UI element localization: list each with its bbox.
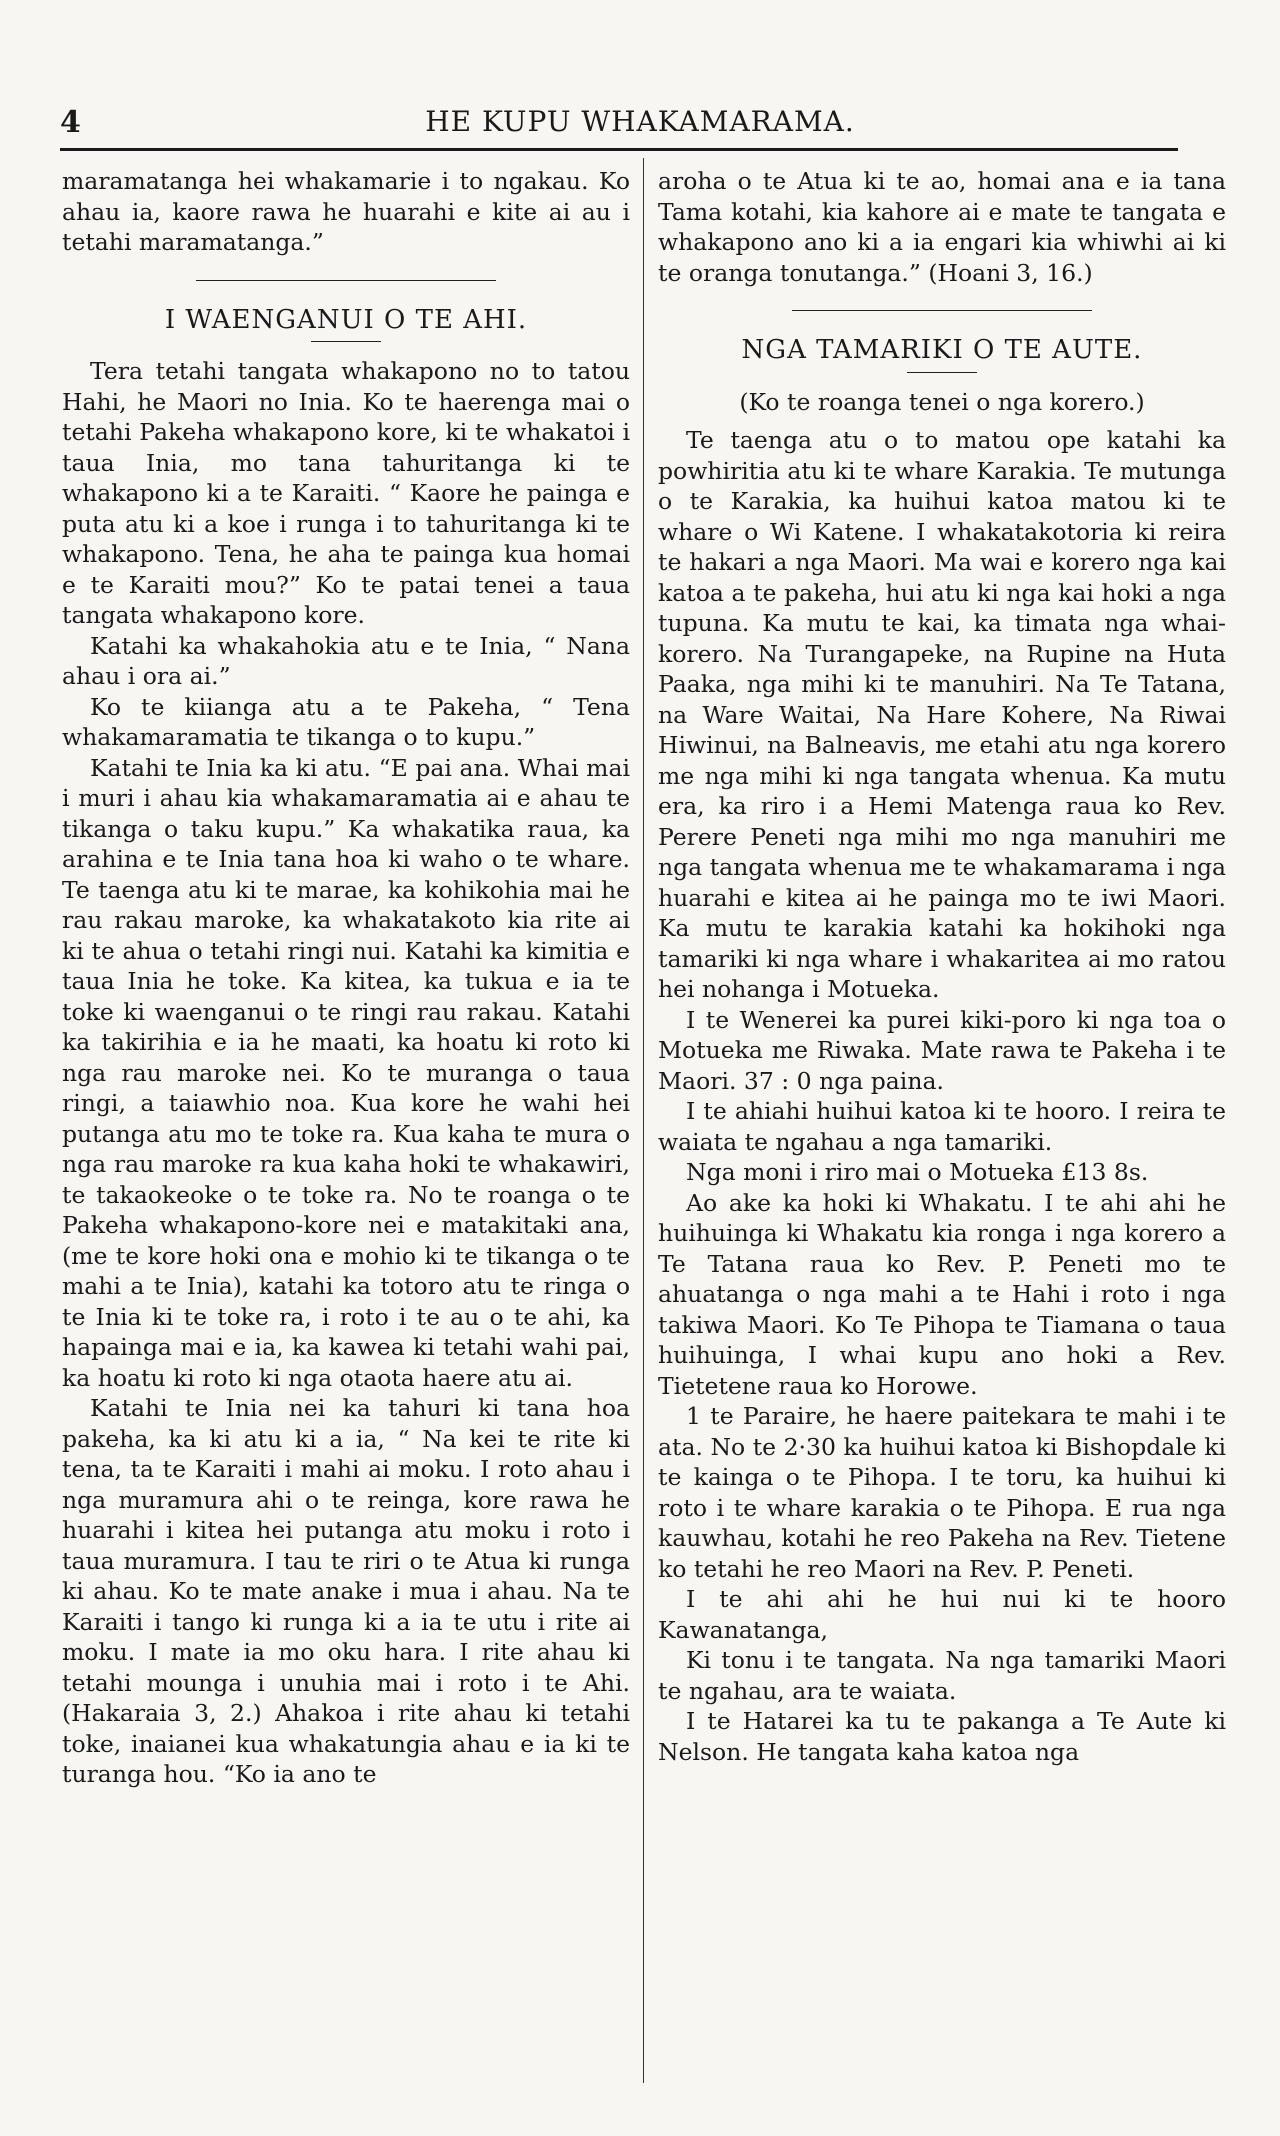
article-paragraph: Te taenga atu o to matou ope katahi ka powhiritia atu ki te whare Karakia. Te mutunga o te Karakia, ka huihui katoa matou ki te whare o Wi Katene. I whakatakotoria ki reira te hakari a nga Maori. Ma wai e korero nga kai katoa a te pakeha, hui atu ki nga kai hoki a nga tupuna. Ka mutu te kai, ka timata nga whai-korero. Na Turangapeke, na Rupine na Huta Paaka, nga mihi ki te manuhiri. Na Te Tatana, na Ware Waitai, Na Hare Kohere, Na Riwai Hiwinui, na Balneavis, me etahi atu nga korero me nga mihi ki nga tangata whenua. Ka mutu era, ka riro i a Hemi Matenga raua ko Rev. Perere Peneti nga mihi mo nga manuhiri me nga tangata whenua me te whakamarama i nga huarahi e kitea ai he painga mo te iwi Maori. Ka mutu te karakia katahi ka hokihoki nga tamariki ki nga whare i whakaritea ai mo ratou hei nohanga i Motueka.: [658, 426, 1226, 1003]
page-number: 4: [60, 105, 81, 140]
article-paragraph: Tera tetahi tangata whakapono no to tatou Hahi, he Maori no Inia. Ko te haerenga mai o tetahi Pakeha whakapono kore, ki te whakatoi i taua Inia, mo tana tahuritanga ki te whakapono ki a te Karaiti. “ Kaore he painga e puta atu ki a koe i runga i to tahuritanga ki te whakapono. Tena, he aha te painga kua homai e te Karaiti mou?” Ko te patai tenei a taua tangata whakapono kore.: [62, 357, 630, 629]
continued-paragraph: maramatanga hei whakamarie i to ngakau. Ko ahau ia, kaore rawa he huarahi e kite ai au i tetahi maramatanga.”: [62, 167, 630, 256]
article-paragraph: Ko te kiianga atu a te Pakeha, “ Tena whakamaramatia te tikanga o to kupu.”: [62, 692, 630, 751]
article-paragraph: I te Hatarei ka tu te pakanga a Te Aute ki Nelson. He tangata kaha katoa nga: [658, 1707, 1226, 1766]
continued-paragraph: aroha o te Atua ki te ao, homai ana e ia tana Tama kotahi, kia kahore ai e mate te tangata e whakapono ano ki a ia engari kia whiwhi ai ki te oranga tonutanga.” (Hoani 3, 16.): [658, 167, 1226, 287]
article-paragraph: Ki tonu i te tangata. Na nga tamariki Maori te ngahau, ara te waiata.: [658, 1646, 1226, 1705]
heading-rule: [907, 372, 977, 373]
section-separator: [196, 280, 496, 281]
section-separator: [792, 310, 1092, 311]
article-paragraph: Ao ake ka hoki ki Whakatu. I te ahi ahi he huihuinga ki Whakatu kia ronga i nga korero a Te Tatana raua ko Rev. P. Peneti mo te ahuatanga o nga mahi a te Hahi i roto i nga takiwa Maori. Ko Te Pihopa te Tiamana o taua huihuinga, I whai kupu ano hoki a Rev. Tietetene raua ko Horowe.: [658, 1188, 1226, 1400]
article-paragraph: I te Wenerei ka purei kiki-poro ki nga toa o Motueka me Riwaka. Mate rawa te Pakeha i te Maori. 37 : 0 nga paina.: [658, 1005, 1226, 1095]
column-divider: [643, 158, 644, 2083]
article-paragraph: Nga moni i riro mai o Motueka £13 8s.: [686, 1158, 1149, 1186]
running-title: HE KUPU WHAKAMARAMA.: [425, 105, 855, 138]
heading-rule: [311, 341, 381, 342]
article-paragraph: Katahi te Inia nei ka tahuri ki tana hoa pakeha, ka ki atu ki a ia, “ Na kei te rite ki tena, ta te Karaiti i mahi ai moku. I roto ahau i nga muramura ahi o te reinga, kore rawa he huarahi i kitea hei putanga atu moku i roto i taua muramura. I tau te riri o te Atua ki runga ki ahau. Ko te mate anake i mua i ahau. Na te Karaiti i tango ki runga ki a ia te utu i rite ai moku. I mate ia mo oku hara. I rite ahau ki tetahi mounga i unuhia mai i roto i te Ahi. (Hakaraia 3, 2.) Ahakoa i rite ahau ki tetahi toke, inaianei kua whakatungia ahau e ia ki te turanga hou. “Ko ia ano te: [62, 1394, 630, 1788]
article-subtitle: (Ko te roanga tenei o nga korero.): [739, 387, 1145, 416]
article-paragraph: I te ahiahi huihui katoa ki te hooro. I reira te waiata te ngahau a nga tamariki.: [658, 1097, 1226, 1156]
article-paragraph: I te ahi ahi he hui nui ki te hooro Kawanatanga,: [658, 1585, 1226, 1644]
left-column: [62, 166, 630, 1790]
page-header: [0, 0, 1280, 150]
right-column: [658, 166, 1226, 1767]
article-paragraph: Katahi ka whakahokia atu e te Inia, “ Nana ahau i ora ai.”: [62, 631, 630, 690]
header-rule: [60, 148, 1178, 151]
article-heading: NGA TAMARIKI O TE AUTE.: [741, 335, 1143, 365]
article-paragraph: Katahi te Inia ka ki atu. “E pai ana. Whai mai i muri i ahau kia whakamaramatia ai e ahau te tikanga o taku kupu.” Ka whakatika raua, ka arahina e te Inia tana hoa ki waho o te whare. Te taenga atu ki te marae, ka kohikohia mai he rau rakau maroke, ka whakatakoto kia rite ai ki te ahua o tetahi ringi nui. Katahi ka kimitia e taua Inia he toke. Ka kitea, ka tukua e ia te toke ki waenganui o te ringi rau rakau. Katahi ka takirihia e ia he maati, ka hoatu ki roto ki nga rau maroke nei. Ko te muranga o taua ringi, a taiawhio noa. Kua kore he wahi hei putanga atu mo te toke ra. Kua kaha te mura o nga rau maroke ra kua kaha hoki te whakawiri, te takaokeoke o te toke ra. No te roanga o te Pakeha whakapono-kore nei e matakitaki ana, (me te kore hoki ona e mohio ki te tikanga o te mahi a te Inia), katahi ka totoro atu te ringa o te Inia ki te toke ra, i roto i te au o te ahi, ka hapainga mai e ia, ka kawea ki tetahi wahi pai, ka hoatu ki roto ki nga otaota haere atu ai.: [62, 753, 630, 1392]
article-paragraph: 1 te Paraire, he haere paitekara te mahi i te ata. No te 2·30 ka huihui katoa ki Bishopdale ki te kainga o te Pihopa. I te toru, ka huihui ki roto i te whare karakia o te Pihopa. E rua nga kauwhau, kotahi he reo Pakeha na Rev. Tietene ko tetahi he reo Maori na Rev. P. Peneti.: [658, 1402, 1226, 1583]
article-heading: I WAENGANUI O TE AHI.: [164, 304, 528, 335]
